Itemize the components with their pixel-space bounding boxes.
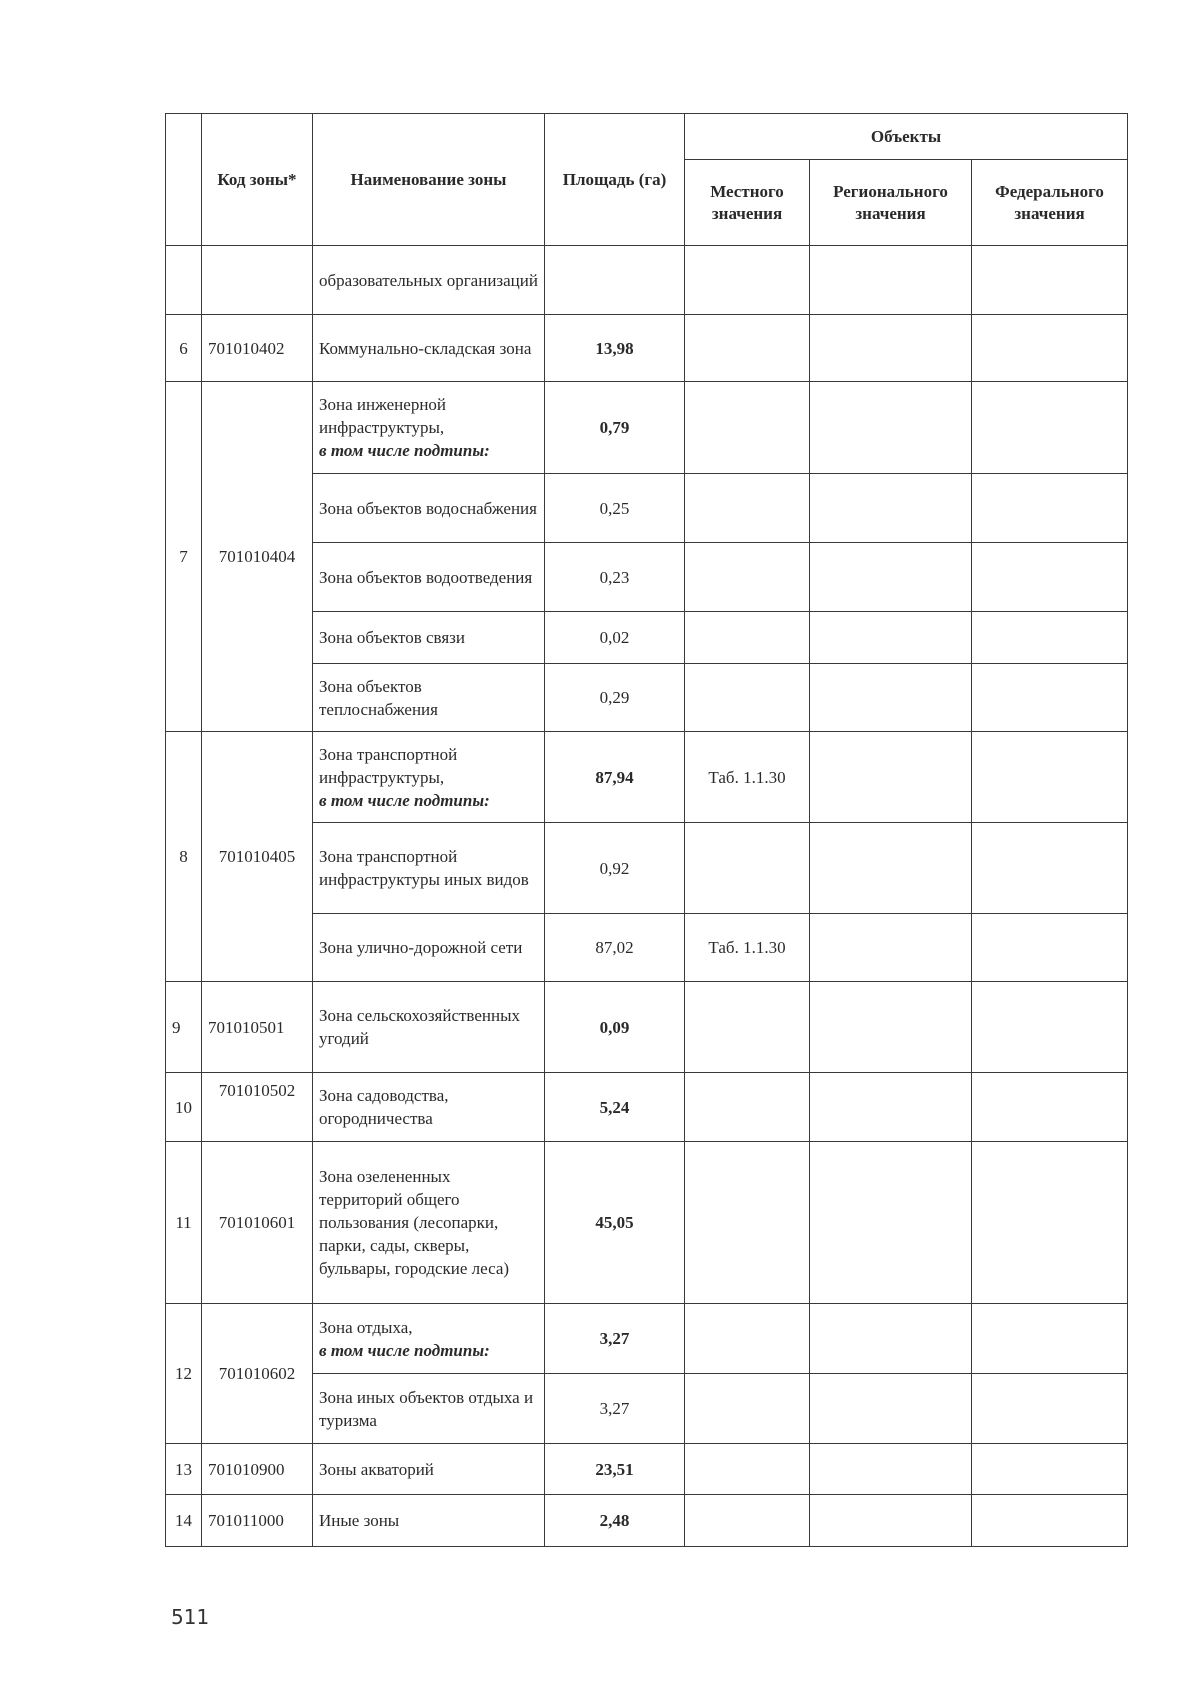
zone-code: 701010602 bbox=[202, 1304, 313, 1444]
zone-name: Зона сельскохозяйственных угодий bbox=[313, 982, 545, 1073]
row-num: 12 bbox=[166, 1304, 202, 1444]
header-regional: Регионального значения bbox=[810, 160, 972, 246]
row-num: 8 bbox=[166, 732, 202, 982]
zone-area: 0,02 bbox=[545, 612, 685, 664]
zone-code: 701010402 bbox=[202, 315, 313, 382]
table-row bbox=[166, 1073, 1128, 1142]
zone-area: 0,79 bbox=[545, 382, 685, 474]
zone-name-main: Зона инженерной инфраструктуры, bbox=[319, 395, 447, 437]
row-num: 7 bbox=[166, 382, 202, 732]
zone-name bbox=[313, 382, 545, 474]
zone-area: 0,25 bbox=[545, 474, 685, 543]
zones-table bbox=[165, 113, 1128, 1547]
header-num bbox=[166, 114, 202, 246]
header-code: Код зоны* bbox=[202, 114, 313, 246]
zone-name: Зона иных объектов отдыха и туризма bbox=[313, 1374, 545, 1444]
zone-name: образовательных организаций bbox=[313, 246, 545, 315]
table-row bbox=[166, 382, 1128, 474]
zone-code: 701010405 bbox=[202, 732, 313, 982]
zone-area: 0,09 bbox=[545, 982, 685, 1073]
zone-code: 701010601 bbox=[202, 1142, 313, 1304]
table-row bbox=[166, 982, 1128, 1073]
row-num: 9 bbox=[166, 982, 202, 1073]
zone-name-main: Зона транспортной инфраструктуры, bbox=[319, 744, 458, 787]
zone-name: Зоны акваторий bbox=[313, 1444, 545, 1495]
zone-area: 0,29 bbox=[545, 664, 685, 732]
table-row bbox=[166, 732, 1128, 823]
zone-name: Зона объектов водоотведения bbox=[313, 543, 545, 612]
zone-area: 23,51 bbox=[545, 1444, 685, 1495]
table-row bbox=[166, 1444, 1128, 1495]
zone-name: Зона объектов теплоснабжения bbox=[313, 664, 545, 732]
zone-area: 87,94 bbox=[545, 732, 685, 823]
zone-code: 701010501 bbox=[202, 982, 313, 1073]
row-num: 10 bbox=[166, 1073, 202, 1142]
header-federal: Федерального значения bbox=[972, 160, 1128, 246]
page-number: 511 bbox=[171, 1605, 210, 1629]
zone-name: Иные зоны bbox=[313, 1495, 545, 1547]
header-area: Площадь (га) bbox=[545, 114, 685, 246]
zone-area: 5,24 bbox=[545, 1073, 685, 1142]
zone-code: 701010404 bbox=[202, 382, 313, 732]
zone-name bbox=[313, 1304, 545, 1374]
zone-name: Зона объектов связи bbox=[313, 612, 545, 664]
zone-area: 0,92 bbox=[545, 823, 685, 914]
zone-area: 3,27 bbox=[545, 1374, 685, 1444]
table-row bbox=[166, 315, 1128, 382]
subtypes-label: в том числе подтипы: bbox=[319, 790, 490, 810]
zone-name: Зона транспортной инфраструктуры иных видов bbox=[313, 823, 545, 914]
subtypes-label: в том числе подтипы: bbox=[319, 1340, 490, 1360]
zone-name: Зона улично-дорожной сети bbox=[313, 914, 545, 982]
zone-area: 45,05 bbox=[545, 1142, 685, 1304]
zone-area: 87,02 bbox=[545, 914, 685, 982]
zone-name bbox=[313, 732, 545, 823]
header-name: Наименование зоны bbox=[313, 114, 545, 246]
zone-area: 13,98 bbox=[545, 315, 685, 382]
row-num: 6 bbox=[166, 315, 202, 382]
table-row bbox=[166, 1142, 1128, 1304]
zone-code: 701010502 bbox=[202, 1073, 313, 1142]
zone-area: 0,23 bbox=[545, 543, 685, 612]
table-row bbox=[166, 1304, 1128, 1374]
row-num: 13 bbox=[166, 1444, 202, 1495]
table-row bbox=[166, 246, 1128, 315]
zone-code: 701011000 bbox=[202, 1495, 313, 1547]
local-objects-ref: Таб. 1.1.30 bbox=[685, 732, 810, 823]
zone-name-main: Зона отдыха, bbox=[319, 1317, 413, 1337]
header-local: Местного значения bbox=[685, 160, 810, 246]
local-objects-ref: Таб. 1.1.30 bbox=[685, 914, 810, 982]
zone-area: 3,27 bbox=[545, 1304, 685, 1374]
row-num: 11 bbox=[166, 1142, 202, 1304]
zone-name: Коммунально-складская зона bbox=[313, 315, 545, 382]
header-objects: Объекты bbox=[685, 114, 1128, 160]
table-row bbox=[166, 1495, 1128, 1547]
subtypes-label: в том числе подтипы: bbox=[319, 441, 490, 460]
zone-name: Зона объектов водоснабжения bbox=[313, 474, 545, 543]
row-num: 14 bbox=[166, 1495, 202, 1547]
zone-code: 701010900 bbox=[202, 1444, 313, 1495]
zone-area: 2,48 bbox=[545, 1495, 685, 1547]
zone-name: Зона озелененных территорий общего пользования (лесопарки, парки, сады, скверы, бульвары, городские леса) bbox=[313, 1142, 545, 1304]
zone-name: Зона садоводства, огородничества bbox=[313, 1073, 545, 1142]
